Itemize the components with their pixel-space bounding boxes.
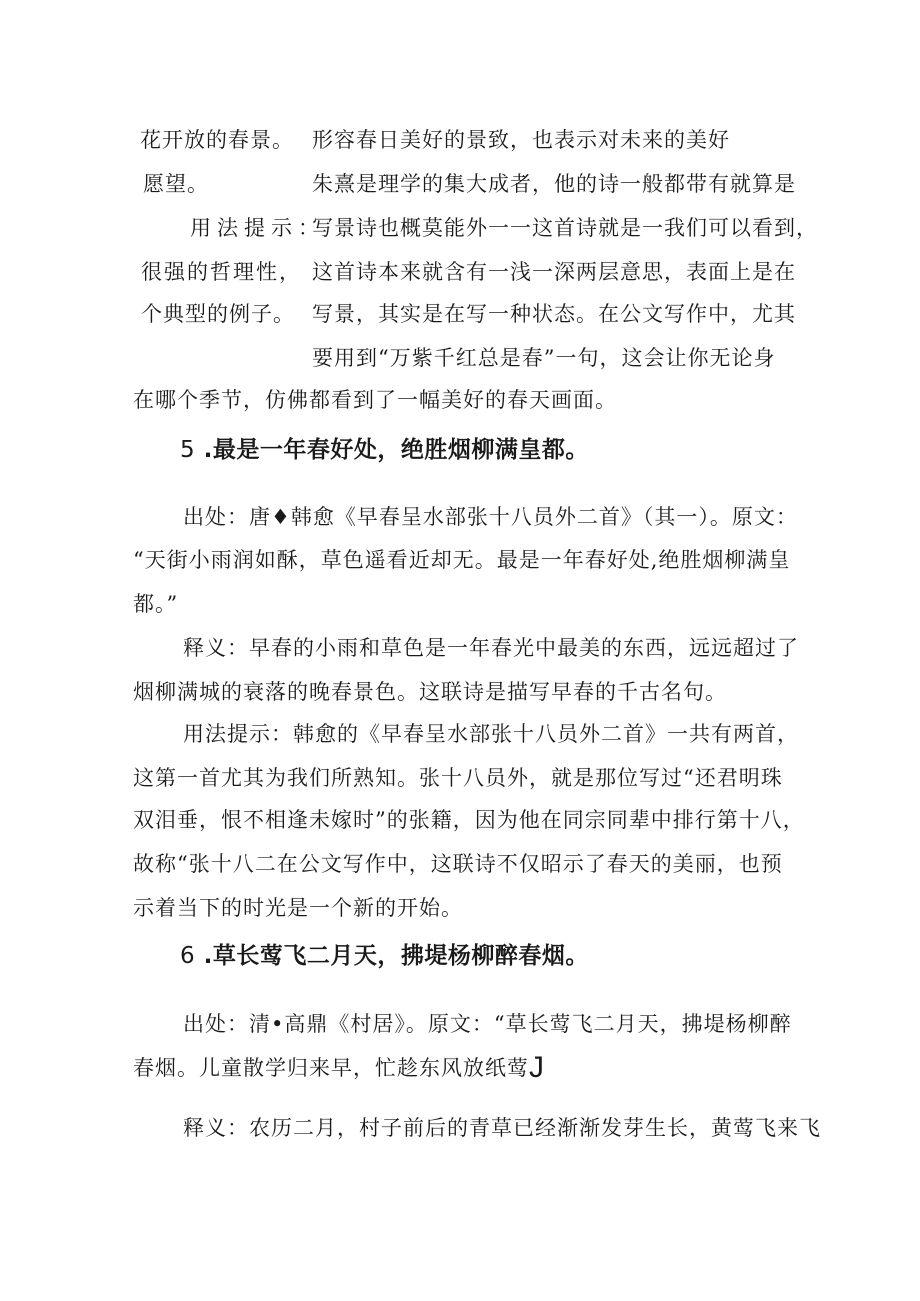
source-text: 春烟。儿童散学归来早，忙趁东风放纸莺: [133, 1056, 529, 1080]
section-heading: [180, 942, 589, 970]
meaning-line: 释义：农历二月，村子前后的青草已经渐渐发芽生长，黄莺飞来飞: [183, 1116, 821, 1140]
paragraph-line: 朱熹是理学的集大成者，他的诗一般都带有就算是: [312, 172, 796, 196]
left-note-line: 个典型的例子。: [141, 302, 295, 326]
usage-line: 故称“张十八二在公文写作中，这联诗不仅昭示了春天的美丽，也预: [133, 852, 783, 876]
heading-title: .最是一年春好处，绝胜烟柳满皇都。: [203, 437, 589, 463]
paragraph-line: 写景诗也概莫能外一一这首诗就是一我们可以看到，: [312, 216, 818, 240]
source-line: 出处：清•高鼎《村居》。原文：“草长莺飞二月天，拂堤杨柳醉: [183, 1012, 792, 1036]
left-note-line: 用法提示：: [190, 216, 325, 240]
usage-line: 示着当下的时光是一个新的开始。: [133, 896, 463, 920]
meaning-line: 烟柳满城的衰落的晚春景色。这联诗是描写早春的千古名句。: [133, 680, 727, 704]
usage-line: 双泪垂，恨不相逢未嫁时”的张籍，因为他在同宗同辈中排行第十八，: [133, 808, 805, 832]
heading-title: .草长莺飞二月天，拂堤杨柳醉春烟。: [203, 943, 589, 969]
heading-number: 6: [180, 943, 196, 969]
stray-glyph: J: [529, 1051, 545, 1084]
left-note-line: 很强的哲理性，: [141, 260, 302, 284]
left-note-line: 愿望。: [143, 172, 209, 196]
source-line: “天街小雨润如酥，草色遥看近却无。最是一年春好处,绝胜烟柳满皇: [133, 548, 791, 572]
paragraph-line: 形容春日美好的景致，也表示对未来的美好: [312, 128, 730, 152]
paragraph-line: 写景，其实是在写一种状态。在公文写作中，尤其: [312, 302, 796, 326]
paragraph-line: 要用到“万紫千红总是春”一句，这会让你无论身: [312, 346, 776, 370]
paragraph-line: 在哪个季节，仿佛都看到了一幅美好的春天画面。: [133, 388, 617, 412]
left-note-line: 花开放的春景。: [140, 128, 294, 152]
meaning-line: 释义：早春的小雨和草色是一年春光中最美的东西，远远超过了: [183, 636, 799, 660]
source-line: 都。”: [133, 592, 179, 616]
source-line: [133, 1051, 545, 1084]
heading-number: 5: [180, 437, 196, 463]
source-line: 出处：唐♦韩愈《早春呈水部张十八员外二首》（其一）。原文：: [183, 505, 798, 529]
usage-line: 用法提示：韩愈的《早春呈水部张十八员外二首》一共有两首，: [183, 722, 799, 746]
section-heading: [180, 436, 589, 464]
paragraph-line: 这首诗本来就含有一浅一深两层意思，表面上是在: [312, 260, 796, 284]
usage-line: 这第一首尤其为我们所熟知。张十八员外，就是那位写过“还君明珠: [133, 766, 783, 790]
